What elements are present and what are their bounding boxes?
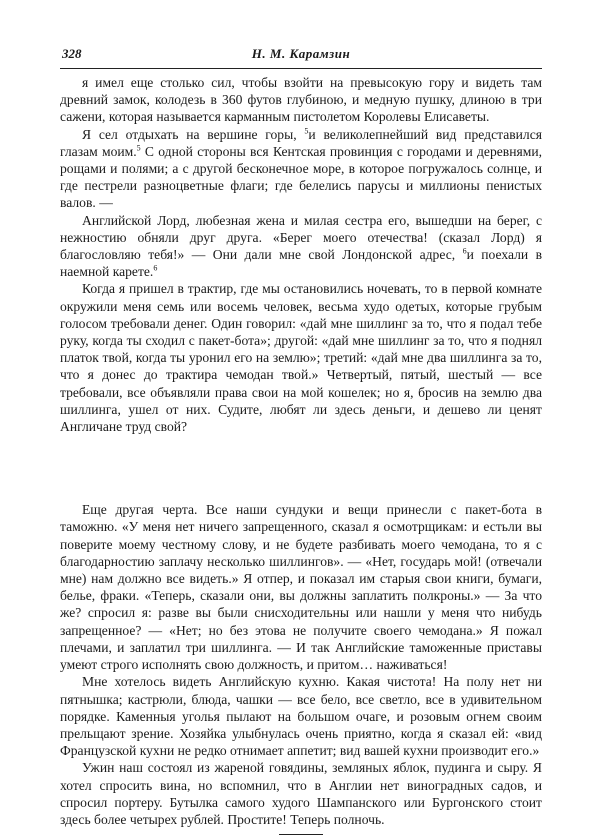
footnote-mark: 5 [304, 126, 309, 136]
paragraph-1-text: я имел еще столько сил, чтобы взойти на превысокую гору и видеть там древний замок, колодезь в 360 футов глубиною, и медную пушку, длиною в три сажени, которая называется карманным пистолетом Королевы Елисаветы. [60, 75, 542, 125]
footnote-mark: 6 [462, 246, 467, 256]
paragraph-5 [60, 501, 542, 673]
paragraph-3 [60, 212, 542, 281]
paragraph-7 [60, 759, 542, 828]
paragraph-4-text: Когда я пришел в трактир, где мы остановились ночевать, то в первой комнате окружили меня семь или восемь человек, весьма худо одетых, которые грубым голосом требовали денег. Один говорил: «дай мне шиллинг за то, что я подал тебе руку, когда ты сходил с пакет-бота»; другой: «дай мне шиллинг за то, что я поднял платок твой, когда ты уронил его на землю»; третий: «дай мне два шиллинга за то, что я донес до трактира чемодан твой.» Четвертый, пятый, шестый — все требовали, все объявляли права свои на мой кошелек; но я, бросив на землю два шиллинга, ушел от них. Судите, любят ли здесь деньги, и дешево ли ценят Англичане труд свой? [60, 281, 542, 435]
paragraph-2-text-a: Я сел отдыхать на вершине горы, [82, 126, 305, 142]
page-header [60, 46, 542, 69]
paragraph-1 [60, 74, 542, 126]
footnote-mark: 5 [136, 143, 141, 153]
paragraph-7-text: Ужин наш состоял из жареной говядины, земляных яблок, пудинга и сыру. Я хотел спросить вина, но вспомнил, что в Англии нет виноградных садов, и спросил портеру. Бутылка самого худого Шампанского или Бургонского стоит здесь более четырех рублей. Простите! Теперь полночь. [60, 760, 542, 827]
body-text [60, 74, 542, 835]
paragraph-6 [60, 673, 542, 759]
paragraph-6-text: Мне хотелось видеть Английскую кухню. Какая чистота! На полу нет ни пятнышка; кастрюли, блюда, чашки — все бело, все светло, все в удивительном порядке. Каменныя уголья пылают на большом очаге, и розовым огнем своим прельщают зрение. Хозяйка улыбнулась очень приятно, когда я сказал ей: «вид Французской кухни не редко отнимает аппетит; вид вашей кухни производит его.» [60, 674, 542, 759]
paragraph-3-text-b: и поехали в наемной карете. [60, 247, 542, 280]
section-gap [60, 435, 542, 501]
paragraph-3-text-a: Английской Лорд, любезная жена и милая сестра его, вышедши на берег, с нежностию обняли друг друга. «Берег моего отечества! (сказал Лорд) я благословляю тебя!» — Они дали мне свой Лондонской адрес, [60, 212, 542, 263]
footnote-mark: 6 [153, 263, 158, 273]
paragraph-2 [60, 126, 542, 212]
paragraph-4 [60, 280, 542, 435]
paragraph-2-text-c: С одной стороны вся Кентская провинция с городами и деревнями, рощами и полями; а с другой бесконечное море, в которое погружалось солнце, и где пестрели разноцветные флаги; где белелись парусы и миллионы пенистых валов. — [60, 143, 542, 211]
running-title: Н. М. Карамзин [251, 46, 351, 61]
paragraph-2-text-b: и великолепнейший вид представился глазам моим. [60, 126, 543, 159]
paragraph-5-text: Еще другая черта. Все наши сундуки и вещи принесли с пакет-бота в таможню. «У меня нет ничего запрещенного, сказал я осмотрщикам: и естьли вы поверите моему честному слову, и не будете разбивать моего чемодана, то я с благодарностию заплачу несколько шиллингов». — «Нет, государь мой! (отвечали мне) нам должно все видеть.» Я отпер, и показал им старыя свои книги, бумаги, белье, фраки. «Теперь, сказали они, вы должны заплатить полкроны.» — За что же? спросил я: разве вы были снисходительны или нашли у меня что нибудь запрещенное? — «Нет; но без этова не получите своего чемодана.» Я пожал плечами, и заплатил три шиллинга. — И так Английские таможенные приставы умеют строго исполнять свою должность, и притом… наживаться! [60, 502, 542, 673]
page-number: 328 [62, 46, 82, 61]
